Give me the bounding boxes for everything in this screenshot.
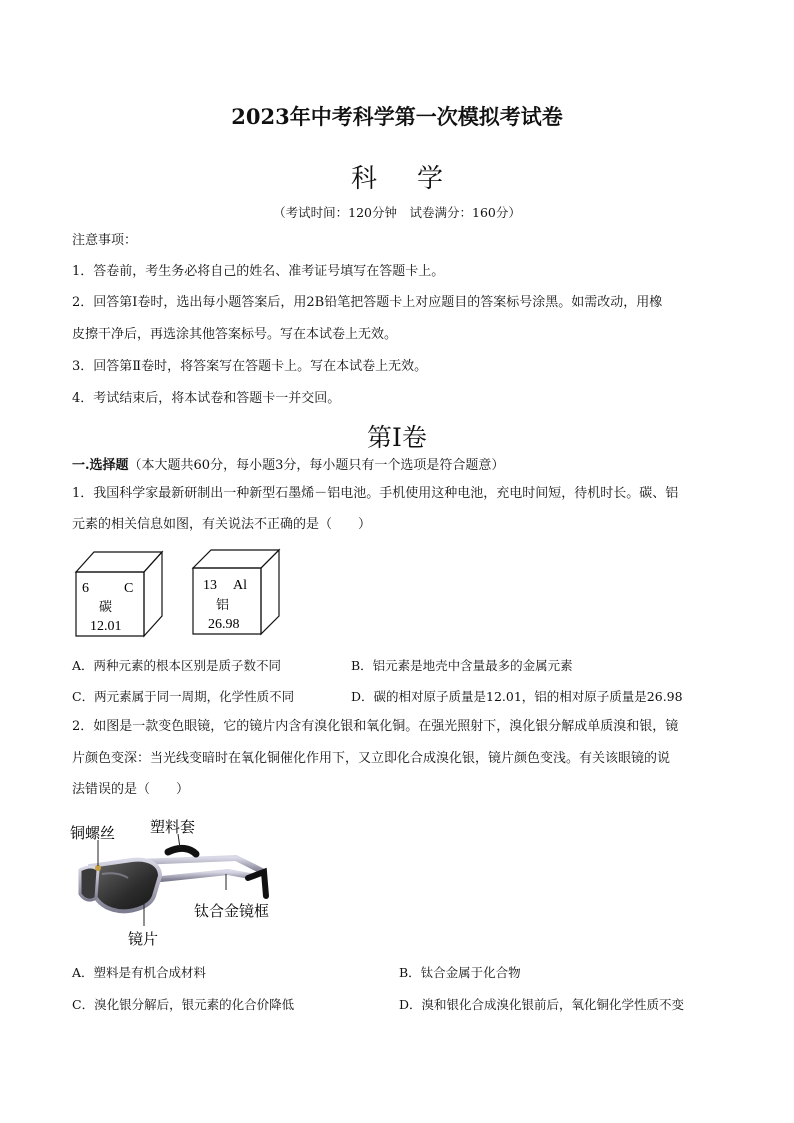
aluminum-name: 铝: [216, 598, 230, 613]
carbon-number: 6: [82, 581, 89, 596]
q2-stem-line: 2．如图是一款变色眼镜，它的镜片内含有溴化银和氧化铜。在强光照射下，溴化银分解成单质溴和银，镜: [72, 719, 679, 734]
carbon-name: 碳: [99, 600, 113, 615]
label-titanium-frame: 钛合金镜框: [194, 902, 270, 920]
exam-info: （考试时间：120分钟 试卷满分：160分）: [273, 205, 521, 220]
label-plastic-sleeve: 塑料套: [150, 818, 196, 836]
q2-stem-line: 法错误的是（ ）: [72, 782, 190, 797]
note-item: 1．答卷前，考生务必将自己的姓名、准考证号填写在答题卡上。: [72, 264, 445, 279]
label-copper-screw: 铜螺丝: [70, 824, 116, 842]
note-item: 3．回答第Ⅱ卷时，将答案写在答题卡上。写在本试卷上无效。: [72, 359, 428, 374]
note-item: 2．回答第Ⅰ卷时，选出每小题答案后，用2B铅笔把答题卡上对应题目的答案标号涂黑。如需改动，用橡: [72, 295, 663, 310]
sunglasses-figure: [68, 812, 288, 952]
q1-stem-line: 1．我国科学家最新研制出一种新型石墨烯－铝电池。手机使用这种电池，充电时间短，待机时长。碳、铝: [72, 486, 679, 501]
q2-stem-line: 片颜色变深：当光线变暗时在氧化铜催化作用下，又立即化合成溴化银，镜片颜色变浅。有关该眼镜的说: [72, 751, 671, 766]
aluminum-symbol: Al: [233, 578, 247, 593]
note-item: 皮擦干净后，再选涂其他答案标号。写在本试卷上无效。: [72, 327, 398, 342]
section-title: 第Ⅰ卷: [367, 423, 427, 452]
notes-heading: 注意事项：: [72, 233, 138, 248]
carbon-mass: 12.01: [90, 619, 122, 634]
carbon-symbol: C: [124, 581, 134, 596]
q1-option-d: D．碳的相对原子质量是12.01，铝的相对原子质量是26.98: [351, 689, 683, 704]
plastic-sleeve: [168, 848, 196, 854]
q2-option-d: D．溴和银化合成溴化银前后，氧化铜化学性质不变: [399, 997, 685, 1012]
temple-arm-near: [152, 872, 250, 880]
exam-title: 2023年中考科学第一次模拟考试卷: [231, 104, 563, 129]
aluminum-number: 13: [203, 578, 217, 593]
q1-option-b: B．铝元素是地壳中含量最多的金属元素: [351, 658, 573, 673]
q1-option-c: C．两元素属于同一周期，化学性质不同: [72, 689, 295, 704]
part-heading: [72, 458, 504, 474]
subject-title: 科学: [350, 164, 483, 194]
plastic-tip: [248, 872, 266, 896]
element-cubes-figure: [72, 548, 302, 640]
label-lens: 镜片: [128, 930, 159, 948]
q1-stem-line: 元素的相关信息如图，有关说法不正确的是（ ）: [72, 517, 372, 532]
note-item: 4．考试结束后，将本试卷和答题卡一并交回。: [72, 391, 341, 406]
part-label: 一.选择题: [72, 458, 129, 473]
q2-option-a: A．塑料是有机合成材料: [72, 965, 207, 980]
q2-option-b: B．钛合金属于化合物: [399, 965, 521, 980]
q2-option-c: C．溴化银分解后，银元素的化合价降低: [72, 997, 295, 1012]
part-desc: （本大题共60分，每小题3分，每小题只有一个选项是符合题意）: [128, 458, 505, 473]
lens-left: [80, 867, 98, 900]
q1-option-a: A．两种元素的根本区别是质子数不同: [72, 658, 282, 673]
aluminum-mass: 26.98: [208, 617, 240, 632]
